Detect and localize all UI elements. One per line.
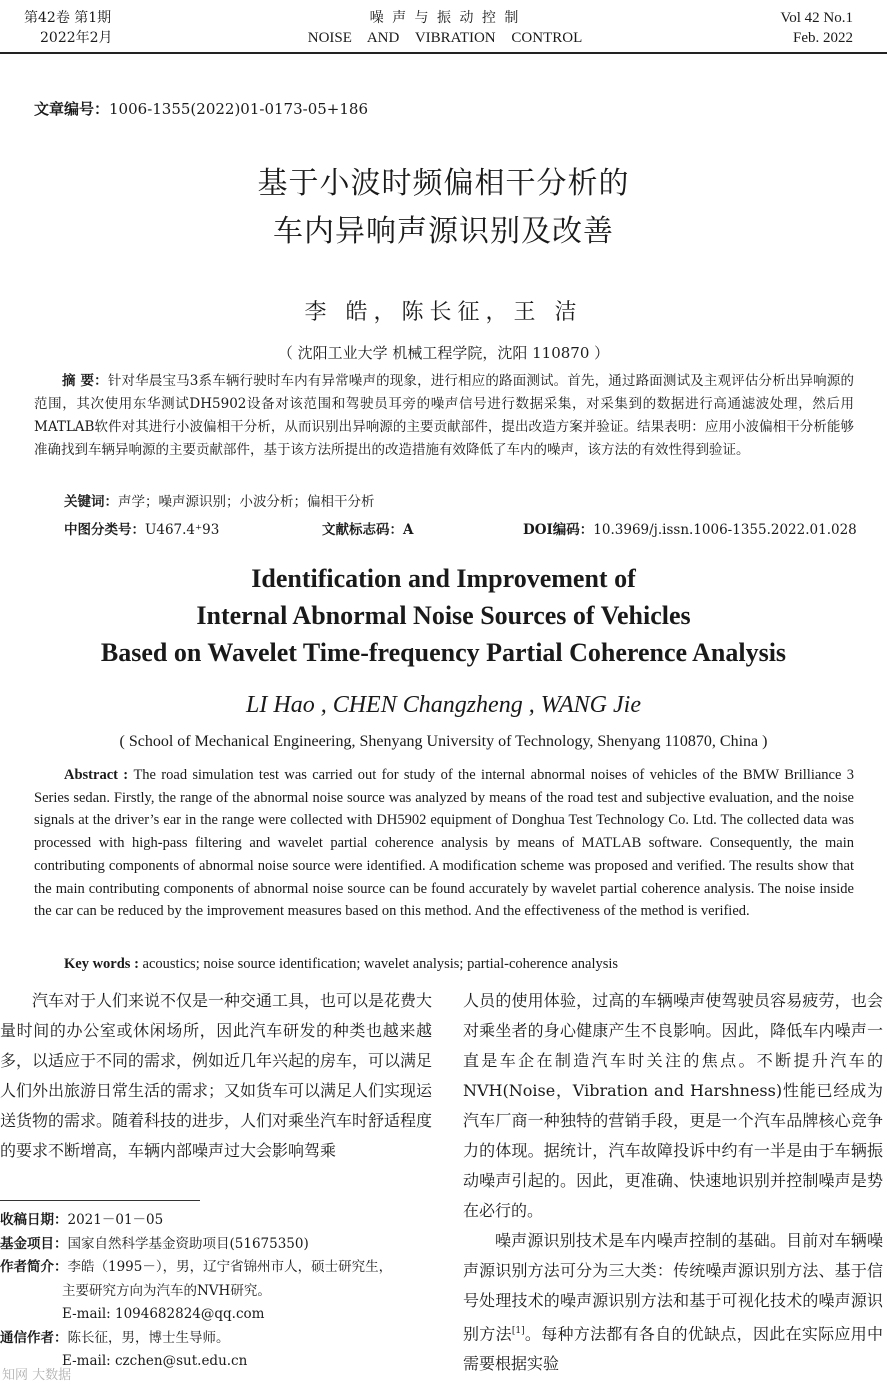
- title-en-line2: Internal Abnormal Noise Sources of Vehicles: [196, 601, 691, 630]
- authors-cn: 李 皓，陈长征，王 洁: [304, 300, 583, 325]
- body-paragraph: 汽车对于人们来说不仅是一种交通工具，也可以是花费大量时间的办公室或休闲场所，因此汽车研发的种类也越来越多，以适应于不同的需求，例如近几年兴起的房车，可以满足人们外出旅游日常生活的需求；又如货车可以满足人们实现运送货物的需求。随着科技的进步，人们对乘坐汽车时舒适程度的要求不断增高，车辆内部噪声过大会影响驾乘: [0, 991, 433, 1160]
- date-en: Feb. 2022: [793, 30, 853, 46]
- affiliation-en: ( School of Mechanical Engineering, Shenyang University of Technology, Shenyang 110870, China ): [119, 733, 768, 750]
- abstract-en: [34, 764, 854, 923]
- fund-label: 基金项目：: [0, 1235, 68, 1252]
- journal-name-en: NOISE AND VIBRATION CONTROL: [307, 30, 583, 46]
- keywords-cn: [64, 490, 375, 510]
- footnote-rule: [0, 1200, 200, 1201]
- keywords-cn-label: 关键词：: [64, 494, 118, 510]
- doi-label: DOI编码：: [523, 522, 594, 538]
- clc-value: U467.4⁺93: [145, 522, 220, 538]
- title-cn-line2: 车内异响声源识别及改善: [273, 214, 614, 249]
- watermark: 知网 大数据: [2, 1368, 72, 1383]
- article-number-label: 文章编号：: [34, 100, 110, 118]
- article-number: [34, 98, 368, 119]
- footnotes: [0, 1209, 440, 1374]
- title-en-line1: Identification and Improvement of: [251, 564, 636, 593]
- doc-code-label: 文献标志码：: [322, 522, 403, 538]
- clc-number: [64, 518, 219, 538]
- article-number-value: 1006-1355(2022)01-0173-05+186: [109, 100, 368, 118]
- body-left-column: [0, 986, 432, 1166]
- body-paragraph-tail: 。每种方法都有各自的优缺点，因此在实际应用中需要根据实验: [463, 1324, 883, 1374]
- running-header-left: [24, 8, 113, 48]
- doi: [523, 518, 857, 538]
- date-cn: 2022年2月: [40, 30, 113, 46]
- abstract-en-label: Abstract :: [64, 767, 134, 783]
- clc-label: 中图分类号：: [64, 522, 145, 538]
- title-en-line3: Based on Wavelet Time-frequency Partial Coherence Analysis: [100, 638, 787, 667]
- volume-issue-cn: 第42卷 第1期: [24, 10, 112, 26]
- abstract-cn-text: 针对华晨宝马3系车辆行驶时车内有异常噪声的现象，进行相应的路面测试。首先，通过路面测试及主观评估分析出异响源的范围，其次使用东华测试DH5902设备对该范围和驾驶员耳旁的噪声信号进行数据采集，对采集到的数据进行高通滤波处理，然后用MATLAB软件对其进行小波偏相干分析，从而识别出异响源的主要贡献部件，提出改造方案并验证。结果表明：应用小波偏相干分析能够准确找到车辆异响源的主要贡献部件，基于该方法所提出的改造措施有效降低了车内的噪声，该方法的有效性得到验证。: [34, 373, 854, 458]
- citation-ref: [1]: [511, 1326, 525, 1336]
- received-label: 收稿日期：: [0, 1212, 68, 1228]
- received-date: [0, 1209, 440, 1233]
- header-rule: [0, 52, 887, 54]
- corr-label: 通信作者：: [0, 1329, 68, 1346]
- corr-email: E-mail: czchen@sut.edu.cn: [62, 1353, 248, 1369]
- abstract-cn-label: 摘 要：: [62, 373, 108, 389]
- author-email: E-mail: 1094682824@qq.com: [62, 1306, 265, 1322]
- author-line1: 李皓（1995－），男，辽宁省锦州市人，硕士研究生，: [67, 1259, 393, 1275]
- corr-value: 陈长征，男，博士生导师。: [67, 1329, 230, 1346]
- abstract-en-text: The road simulation test was carried out for study of the internal abnormal noises of vehicles of the BMW Brilliance 3 Series sedan. Firstly, the range of the abnormal noise source was analyzed by means of the road test and subjective evaluation, and the noise signals at the driver’s ear in the range were collected with DH5902 equipment of Donghua Test Technology Co. Ltd. The collected data was processed with high-pass filtering and wavelet partial coherence analysis by means of MATLAB software. Consequently, the main contributing components of abnormal noise source were identified. A modification scheme was proposed and verified. The results show that the main contributing components of abnormal noise source can be found accurately by wavelet partial coherence analysis. The noise inside the car can be reduced by the improvement measures based on this method. And the effectiveness of the method is verified.: [34, 767, 854, 920]
- doc-code-value: A: [403, 522, 414, 538]
- body-paragraph: 人员的使用体验，过高的车辆噪声使驾驶员容易疲劳，也会对乘坐者的身心健康产生不良影响。因此，降低车内噪声一直是车企在制造汽车时关注的焦点。不断提升汽车的NVH(Noise，Vibration and Harshness)性能已经成为汽车厂商一种独特的营销手段，更是一个汽车品牌核心竞争力的体现。据统计，汽车故障投诉中约有一半是由于车辆振动噪声引起的。因此，更准确、快速地识别并控制噪声是势在必行的。: [463, 991, 883, 1220]
- author-label: 作者简介：: [0, 1259, 68, 1275]
- journal-name-cn: 噪 声 与 振 动 控 制: [369, 10, 521, 26]
- keywords-en: [64, 956, 618, 973]
- keywords-cn-text: 声学；噪声源识别；小波分析；偏相干分析: [118, 494, 375, 510]
- authors-en: LI Hao , CHEN Changzheng , WANG Jie: [246, 692, 641, 718]
- keywords-en-label: Key words :: [64, 956, 143, 972]
- title-cn-line1: 基于小波时频偏相干分析的: [257, 166, 630, 201]
- volume-issue-en: Vol 42 No.1: [780, 10, 853, 26]
- keywords-en-text: acoustics; noise source identification; wavelet analysis; partial-coherence analysis: [142, 956, 619, 972]
- body-paragraph-text: 噪声源识别技术是车内噪声控制的基础。目前对车辆噪声源识别方法可分为三大类：传统噪声源识别方法、基于信号处理技术的噪声源识别方法和基于可视化技术的噪声源识别方法: [463, 1231, 883, 1344]
- document-code: [322, 518, 413, 538]
- received-value: 2021－01－05: [67, 1212, 164, 1228]
- author-line2: 主要研究方向为汽车的NVH研究。: [62, 1282, 271, 1299]
- affiliation-cn: （ 沈阳工业大学 机械工程学院，沈阳 110870 ）: [277, 344, 610, 362]
- body-right-column: [463, 986, 883, 1379]
- author-bio: [0, 1256, 440, 1280]
- corresponding-author: [0, 1327, 440, 1351]
- running-header-right: [780, 8, 853, 48]
- fund-value: 国家自然科学基金资助项目(51675350): [67, 1235, 309, 1252]
- body-paragraph-2: [463, 1226, 883, 1379]
- running-header-center: [250, 8, 640, 48]
- fund: [0, 1233, 440, 1257]
- abstract-cn: [34, 370, 854, 462]
- doi-value: 10.3969/j.issn.1006-1355.2022.01.028: [593, 522, 857, 538]
